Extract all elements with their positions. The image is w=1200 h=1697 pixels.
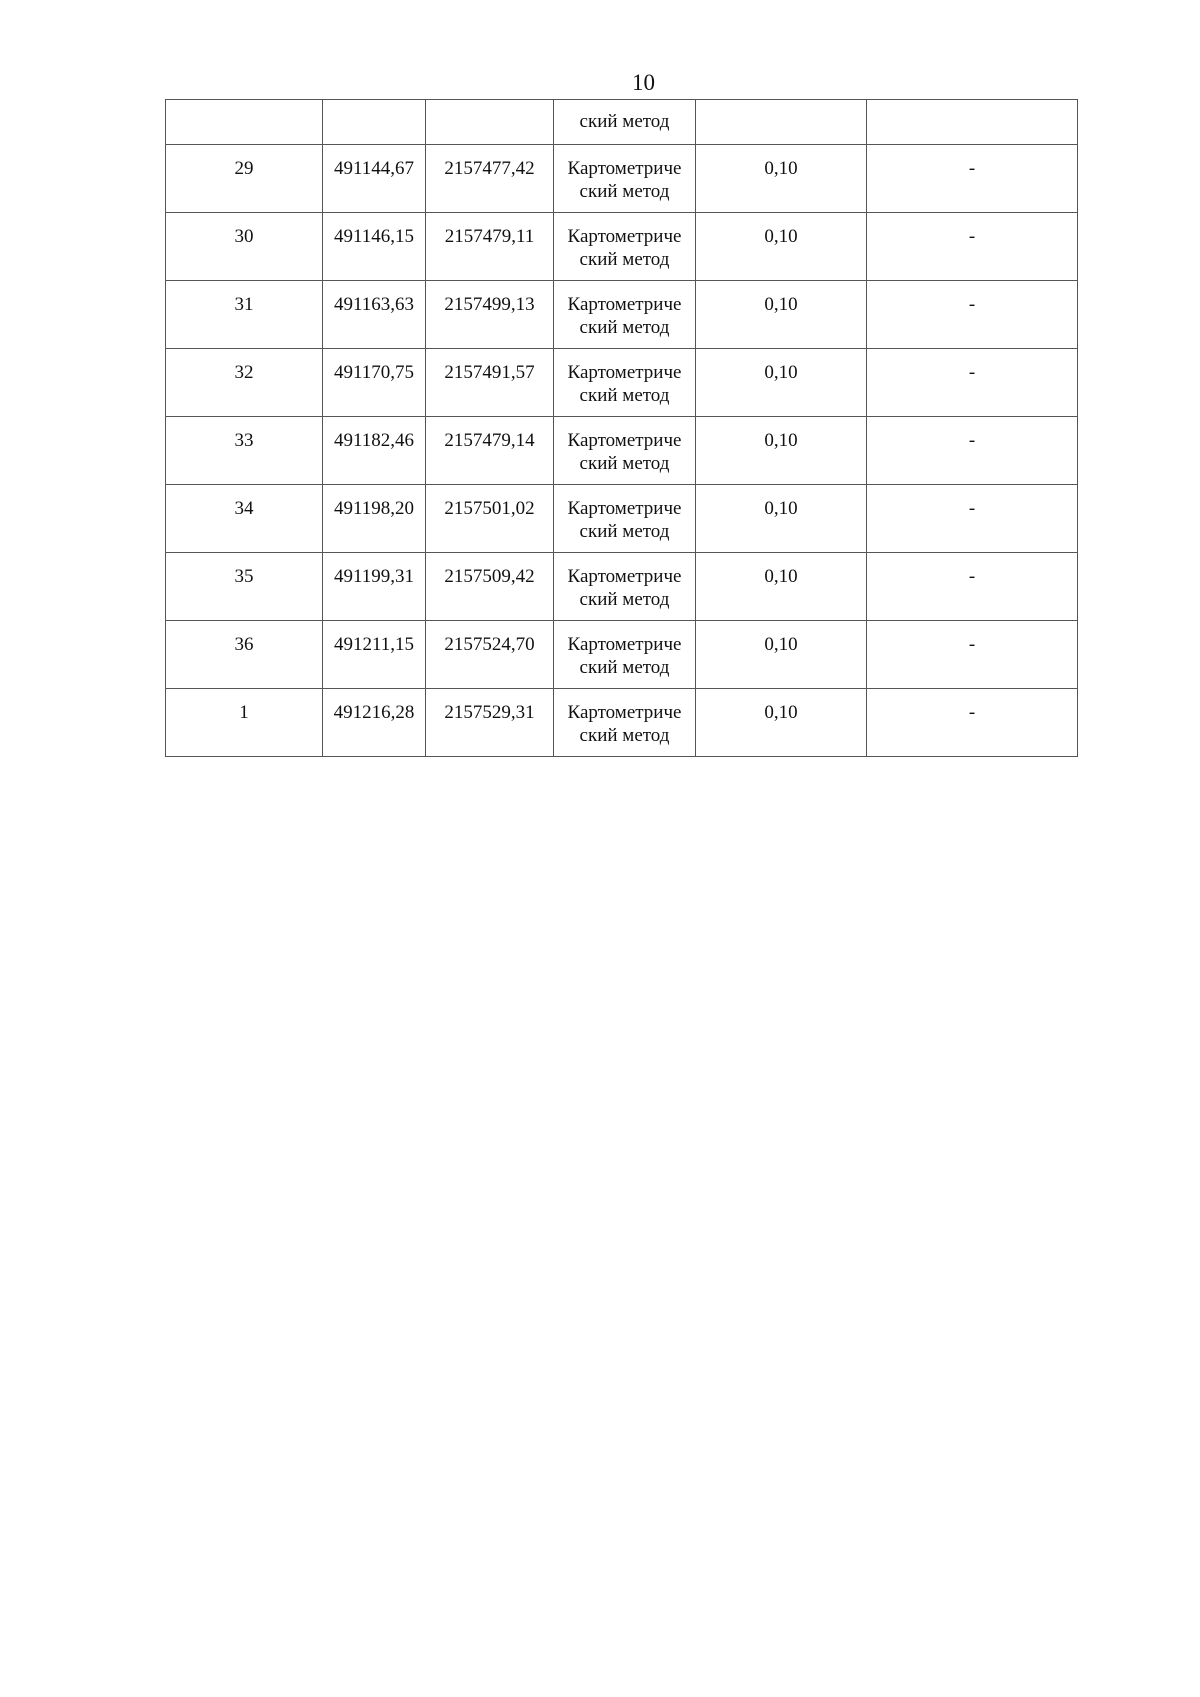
accuracy-text: 0,10 <box>764 226 798 247</box>
x-text: 491199,31 <box>333 566 415 587</box>
accuracy-text: 0,10 <box>764 702 798 723</box>
cell-y <box>426 213 554 281</box>
x-text: 491211,15 <box>333 634 415 655</box>
coordinates-table <box>165 99 1078 757</box>
cell-accuracy <box>696 349 867 417</box>
accuracy-text: 0,10 <box>764 362 798 383</box>
cell-point <box>166 689 323 757</box>
cell-x <box>323 349 426 417</box>
cell-x <box>323 485 426 553</box>
method-text: Картометриче <box>567 702 682 723</box>
y-text: 2157477,42 <box>444 158 535 179</box>
cell-y <box>426 349 554 417</box>
point-text: 34 <box>234 498 254 519</box>
cell-method <box>554 621 696 689</box>
cell-description <box>867 213 1078 281</box>
cell-point <box>166 349 323 417</box>
cell-description <box>867 281 1078 349</box>
method-text: ский метод <box>579 249 670 270</box>
y-text: 2157501,02 <box>444 498 535 519</box>
y-text: 2157509,42 <box>444 566 535 587</box>
cell-y <box>426 485 554 553</box>
cell-point <box>166 213 323 281</box>
accuracy-text: 0,10 <box>764 566 798 587</box>
cell-y <box>426 553 554 621</box>
cell-x <box>323 417 426 485</box>
cell-point <box>166 145 323 213</box>
point-text: 30 <box>234 226 254 247</box>
continuation-row <box>166 100 1078 145</box>
cell-point <box>166 553 323 621</box>
cell-description <box>867 417 1078 485</box>
method-text: ский метод <box>579 385 670 406</box>
description-text: - <box>968 430 976 451</box>
x-text: 491182,46 <box>333 430 415 451</box>
x-text: 491170,75 <box>333 362 415 383</box>
table-row <box>166 349 1078 417</box>
cell-accuracy <box>696 213 867 281</box>
x-text: 491146,15 <box>333 226 415 247</box>
method-text: Картометриче <box>567 498 682 519</box>
method-text: Картометриче <box>567 566 682 587</box>
cell-y <box>426 621 554 689</box>
page-number: 10 <box>632 70 655 95</box>
y-text: 2157479,14 <box>444 430 535 451</box>
accuracy-text: 0,10 <box>764 294 798 315</box>
cell-accuracy <box>696 621 867 689</box>
accuracy-text: 0,10 <box>764 498 798 519</box>
accuracy-text: 0,10 <box>764 158 798 179</box>
cell-x <box>323 281 426 349</box>
cell-point <box>166 281 323 349</box>
cell-accuracy <box>696 281 867 349</box>
cell-description <box>867 145 1078 213</box>
cell-description <box>867 553 1078 621</box>
cell-method <box>554 145 696 213</box>
description-text: - <box>968 294 976 315</box>
method-text: Картометриче <box>567 158 682 179</box>
cell-method <box>554 553 696 621</box>
table-row <box>166 689 1078 757</box>
y-text: 2157499,13 <box>444 294 535 315</box>
cell-method <box>554 100 696 145</box>
point-text: 29 <box>234 158 254 179</box>
method-text: ский метод <box>579 725 670 746</box>
cell-method <box>554 213 696 281</box>
table-row <box>166 281 1078 349</box>
cell-x <box>323 213 426 281</box>
cell-x <box>323 689 426 757</box>
method-text: ский метод <box>579 589 670 610</box>
x-text: 491216,28 <box>333 702 415 723</box>
description-text: - <box>968 566 976 587</box>
description-text: - <box>968 362 976 383</box>
cell-y <box>426 145 554 213</box>
method-tail: ский метод <box>579 111 670 132</box>
cell-method <box>554 689 696 757</box>
point-text: 36 <box>234 634 254 655</box>
method-text: ский метод <box>579 181 670 202</box>
point-text: 35 <box>234 566 254 587</box>
x-text: 491198,20 <box>333 498 415 519</box>
table-row <box>166 553 1078 621</box>
cell-method <box>554 349 696 417</box>
accuracy-text: 0,10 <box>764 634 798 655</box>
point-text: 1 <box>239 702 249 723</box>
cell-method <box>554 417 696 485</box>
description-text: - <box>968 226 976 247</box>
cell-accuracy <box>696 689 867 757</box>
description-text: - <box>968 498 976 519</box>
method-text: ский метод <box>579 453 670 474</box>
table-row <box>166 213 1078 281</box>
table-row <box>166 485 1078 553</box>
x-text: 491144,67 <box>333 158 415 179</box>
cell-accuracy <box>696 100 867 145</box>
cell-point <box>166 100 323 145</box>
method-text: Картометриче <box>567 226 682 247</box>
cell-method <box>554 281 696 349</box>
method-text: Картометриче <box>567 294 682 315</box>
cell-point <box>166 485 323 553</box>
cell-accuracy <box>696 417 867 485</box>
point-text: 32 <box>234 362 254 383</box>
cell-y <box>426 100 554 145</box>
method-text: ский метод <box>579 657 670 678</box>
method-text: ский метод <box>579 317 670 338</box>
cell-accuracy <box>696 145 867 213</box>
y-text: 2157529,31 <box>444 702 535 723</box>
x-text: 491163,63 <box>333 294 415 315</box>
cell-description <box>867 621 1078 689</box>
cell-x <box>323 145 426 213</box>
point-text: 33 <box>234 430 254 451</box>
cell-description <box>867 100 1078 145</box>
point-text: 31 <box>234 294 254 315</box>
table-row <box>166 417 1078 485</box>
cell-y <box>426 417 554 485</box>
cell-y <box>426 689 554 757</box>
table-row <box>166 145 1078 213</box>
cell-point <box>166 621 323 689</box>
coordinates-table-body <box>166 100 1078 757</box>
y-text: 2157479,11 <box>444 226 535 247</box>
table-row <box>166 621 1078 689</box>
description-text: - <box>968 158 976 179</box>
accuracy-text: 0,10 <box>764 430 798 451</box>
cell-description <box>867 689 1078 757</box>
cell-x <box>323 100 426 145</box>
cell-description <box>867 349 1078 417</box>
method-text: Картометриче <box>567 362 682 383</box>
cell-point <box>166 417 323 485</box>
method-text: Картометриче <box>567 430 682 451</box>
cell-method <box>554 485 696 553</box>
method-text: Картометриче <box>567 634 682 655</box>
y-text: 2157491,57 <box>444 362 535 383</box>
cell-accuracy <box>696 485 867 553</box>
description-text: - <box>968 702 976 723</box>
cell-x <box>323 553 426 621</box>
y-text: 2157524,70 <box>444 634 535 655</box>
cell-accuracy <box>696 553 867 621</box>
cell-x <box>323 621 426 689</box>
method-text: ский метод <box>579 521 670 542</box>
cell-description <box>867 485 1078 553</box>
cell-y <box>426 281 554 349</box>
description-text: - <box>968 634 976 655</box>
